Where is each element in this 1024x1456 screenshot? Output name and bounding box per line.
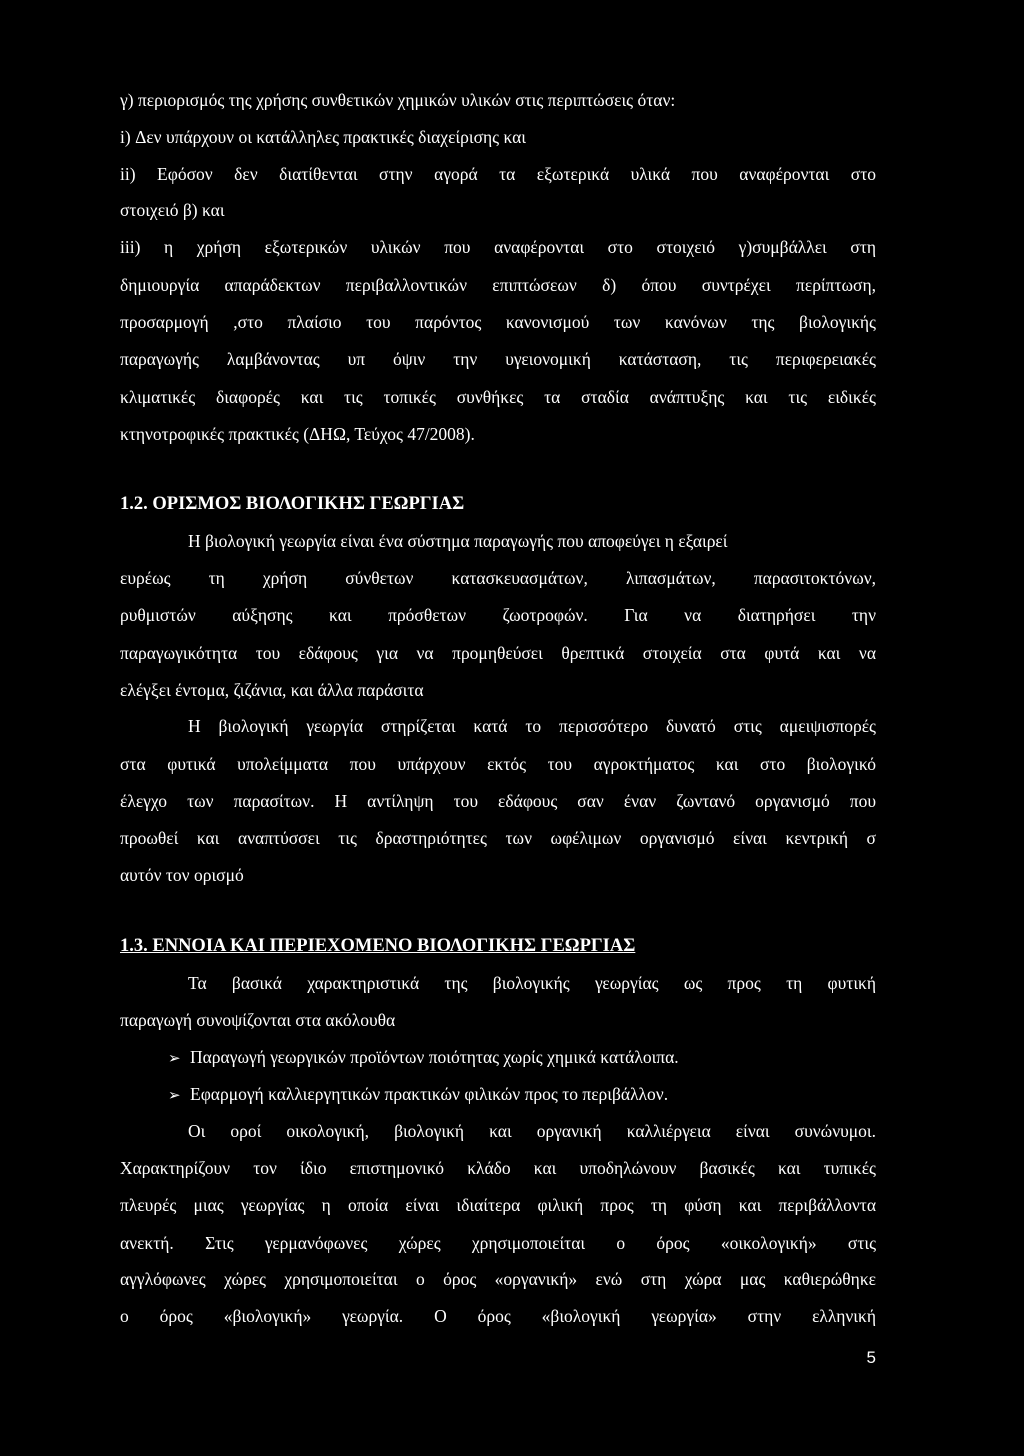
text-line: ii) Εφόσον δεν διατίθενται στην αγορά τα εξωτερικά υλικά που αναφέρονται στο: [120, 164, 876, 184]
text-line: κλιματικές διαφορές και τις τοπικές συνθήκες τα σταδία ανάπτυξης και τις ειδικές: [120, 387, 876, 407]
text-line: Η βιολογική γεωργία είναι ένα σύστημα παραγωγής που αποφεύγει η εξαιρεί: [188, 531, 728, 551]
text-line: στα φυτικά υπολείμματα που υπάρχουν εκτός του αγροκτήματος και στο βιολογικό: [120, 754, 876, 774]
list-item-text: Παραγωγή γεωργικών προϊόντων ποιότητας χωρίς χημικά κατάλοιπα.: [190, 1047, 679, 1067]
text-line: Οι οροί οικολογική, βιολογική και οργανική καλλιέργεια είναι συνώνυμοι.: [188, 1121, 876, 1141]
text-line: αυτόν τον ορισμό: [120, 865, 244, 885]
text-line: ανεκτή. Στις γερμανόφωνες χώρες χρησιμοποιείται ο όρος «οικολογική» στις: [120, 1233, 876, 1253]
arrow-bullet-icon: ➢: [168, 1049, 181, 1067]
text-line: δημιουργία απαράδεκτων περιβαλλοντικών επιπτώσεων δ) όπου συντρέχει περίπτωση,: [120, 275, 876, 295]
text-line: i) Δεν υπάρχουν οι κατάλληλες πρακτικές διαχείρισης και: [120, 127, 527, 147]
text-line: έλεγχο των παρασίτων. Η αντίληψη του εδάφους σαν έναν ζωντανό οργανισμό που: [120, 791, 876, 811]
text-line: παραγωγής λαμβάνοντας υπ όψιν την υγειονομική κατάσταση, τις περιφερειακές: [120, 349, 876, 369]
section-heading-1-3: [120, 935, 876, 957]
section-heading-1-3-text: 1.3. ΕΝΝΟΙΑ ΚΑΙ ΠΕΡΙΕΧΟΜΕΝΟ ΒΙΟΛΟΓΙΚΗΣ ΓΕΩΡΓΙΑΣ: [120, 936, 636, 956]
text-line: ο όρος «βιολογική» γεωργία. Ο όρος «βιολογική γεωργία» στην ελληνική: [120, 1306, 876, 1326]
list-item: [168, 1083, 668, 1106]
text-line: ρυθμιστών αύξησης και πρόσθετων ζωοτροφών. Για να διατηρήσει την: [120, 605, 876, 625]
text-line: προσαρμογή ,στο πλαίσιο του παρόντος κανονισμού των κανόνων της βιολογικής: [120, 312, 876, 332]
list-item: [168, 1046, 679, 1069]
text-line: παραγωγικότητα του εδάφους για να προμηθεύσει θρεπτικά στοιχεία στα φυτά και να: [120, 643, 876, 663]
section-heading-1-2: 1.2. ΟΡΙΣΜΟΣ ΒΙΟΛΟΓΙΚΗΣ ΓΕΩΡΓΙΑΣ: [120, 494, 465, 514]
text-line: ευρέως τη χρήση σύνθετων κατασκευασμάτων, λιπασμάτων, παρασιτοκτόνων,: [120, 568, 876, 588]
text-line: Η βιολογική γεωργία στηρίζεται κατά το περισσότερο δυνατό στις αμειψισπορές: [188, 716, 876, 736]
text-line: αγγλόφωνες χώρες χρησιμοποιείται ο όρος «οργανική» ενώ στη χώρα μας καθιερώθηκε: [120, 1269, 876, 1289]
page-number: 5: [866, 1348, 876, 1367]
text-line: Τα βασικά χαρακτηριστικά της βιολογικής γεωργίας ως προς τη φυτική: [188, 973, 876, 993]
text-line: πλευρές μιας γεωργίας η οποία είναι ιδιαίτερα φιλική προς τη φύση και περιβάλλοντα: [120, 1195, 876, 1215]
list-item-text: Εφαρμογή καλλιεργητικών πρακτικών φιλικών προς το περιβάλλον.: [190, 1084, 669, 1104]
document-page: [120, 0, 876, 1456]
text-line: ελέγξει έντομα, ζιζάνια, και άλλα παράσιτα: [120, 680, 424, 700]
text-line: παραγωγή συνοψίζονται στα ακόλουθα: [120, 1010, 396, 1030]
text-line: προωθεί και αναπτύσσει τις δραστηριότητες των ωφέλιμων οργανισμό είναι κεντρική σ: [120, 828, 876, 848]
text-line: γ) περιορισμός της χρήσης συνθετικών χημικών υλικών στις περιπτώσεις όταν:: [120, 90, 676, 110]
text-line: στοιχειό β) και: [120, 200, 225, 220]
text-line: κτηνοτροφικές πρακτικές (ΔΗΩ, Τεύχος 47/2008).: [120, 424, 475, 444]
text-line: Χαρακτηρίζουν τον ίδιο επιστημονικό κλάδο και υποδηλώνουν βασικές και τυπικές: [120, 1158, 876, 1178]
text-line: iii) η χρήση εξωτερικών υλικών που αναφέρονται στο στοιχειό γ)συμβάλλει στη: [120, 237, 876, 257]
arrow-bullet-icon: ➢: [168, 1086, 181, 1104]
